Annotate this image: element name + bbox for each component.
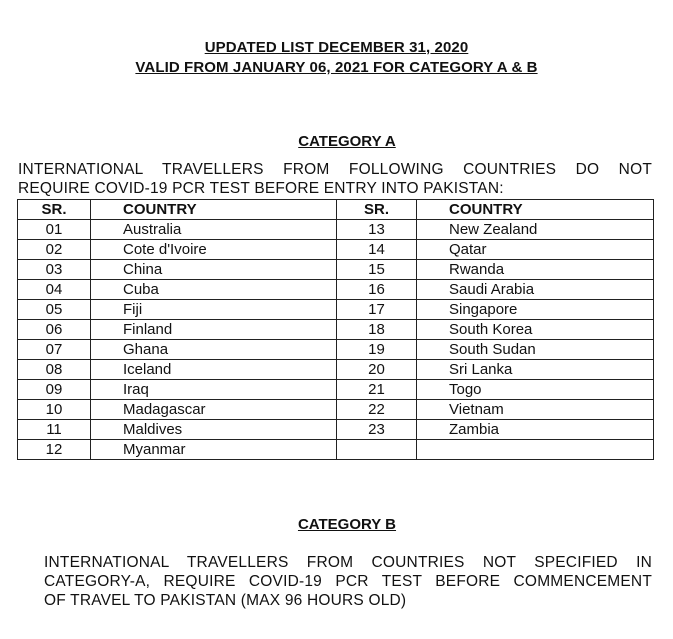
sr-cell: 02 [18,240,91,260]
table-header-row [18,200,654,220]
table-row [18,360,654,380]
country-cell: Iraq [91,380,337,400]
sr-cell: 21 [337,380,417,400]
country-cell [417,440,654,460]
country-cell: South Sudan [417,340,654,360]
sr-cell: 08 [18,360,91,380]
table-row [18,300,654,320]
category-b-description-line: OF TRAVEL TO PAKISTAN (MAX 96 HOURS OLD) [44,592,407,609]
table-row [18,260,654,280]
category-a-description-line: INTERNATIONAL TRAVELLERS FROM FOLLOWING COUNTRIES DO NOT [18,161,652,178]
sr-cell: 23 [337,420,417,440]
sr-cell: 13 [337,220,417,240]
sr-cell: 01 [18,220,91,240]
category-b-description-line: INTERNATIONAL TRAVELLERS FROM COUNTRIES NOT SPECIFIED IN [44,554,652,571]
country-cell: Vietnam [417,400,654,420]
table-row [18,280,654,300]
country-cell: Cuba [91,280,337,300]
country-cell: China [91,260,337,280]
table-row [18,440,654,460]
table-row [18,380,654,400]
sr-cell: 22 [337,400,417,420]
sr-cell: 16 [337,280,417,300]
country-cell: Myanmar [91,440,337,460]
document-title-date: UPDATED LIST DECEMBER 31, 2020 [204,39,469,56]
sr-cell: 03 [18,260,91,280]
country-cell: Iceland [91,360,337,380]
category-b-description-line: CATEGORY-A, REQUIRE COVID-19 PCR TEST BEFORE COMMENCEMENT [44,573,652,590]
sr-cell: 20 [337,360,417,380]
country-cell: Maldives [91,420,337,440]
sr-cell: 19 [337,340,417,360]
sr-cell: 18 [337,320,417,340]
sr-cell: 06 [18,320,91,340]
sr-cell: 17 [337,300,417,320]
country-cell: Australia [91,220,337,240]
category-b-title: CATEGORY B [297,516,397,533]
sr-cell: 12 [18,440,91,460]
category-a-title: CATEGORY A [298,133,396,150]
table-row [18,240,654,260]
sr-cell: 05 [18,300,91,320]
sr-cell: 07 [18,340,91,360]
sr-cell: 14 [337,240,417,260]
category-a-description [18,160,652,198]
sr-cell: 09 [18,380,91,400]
table-row [18,340,654,360]
table-row [18,400,654,420]
country-cell: Singapore [417,300,654,320]
country-cell: Rwanda [417,260,654,280]
sr-cell [337,440,417,460]
column-header-country: COUNTRY [91,200,337,220]
sr-cell: 10 [18,400,91,420]
country-cell: Saudi Arabia [417,280,654,300]
country-cell: Fiji [91,300,337,320]
sr-cell: 11 [18,420,91,440]
category-a-countries-table [17,199,654,460]
sr-cell: 04 [18,280,91,300]
category-b-description [44,553,652,610]
sr-cell: 15 [337,260,417,280]
country-cell: Togo [417,380,654,400]
country-cell: Zambia [417,420,654,440]
country-cell: New Zealand [417,220,654,240]
country-cell: Qatar [417,240,654,260]
country-cell: Finland [91,320,337,340]
country-cell: Sri Lanka [417,360,654,380]
table-row [18,320,654,340]
country-cell: Ghana [91,340,337,360]
document-validity-line: VALID FROM JANUARY 06, 2021 FOR CATEGORY A & B [135,59,538,76]
table-row [18,220,654,240]
column-header-sr: SR. [337,200,417,220]
country-cell: Madagascar [91,400,337,420]
country-cell: South Korea [417,320,654,340]
table-row [18,420,654,440]
column-header-sr: SR. [18,200,91,220]
category-a-description-line: REQUIRE COVID-19 PCR TEST BEFORE ENTRY INTO PAKISTAN: [18,180,504,197]
country-cell: Cote d'Ivoire [91,240,337,260]
column-header-country: COUNTRY [417,200,654,220]
